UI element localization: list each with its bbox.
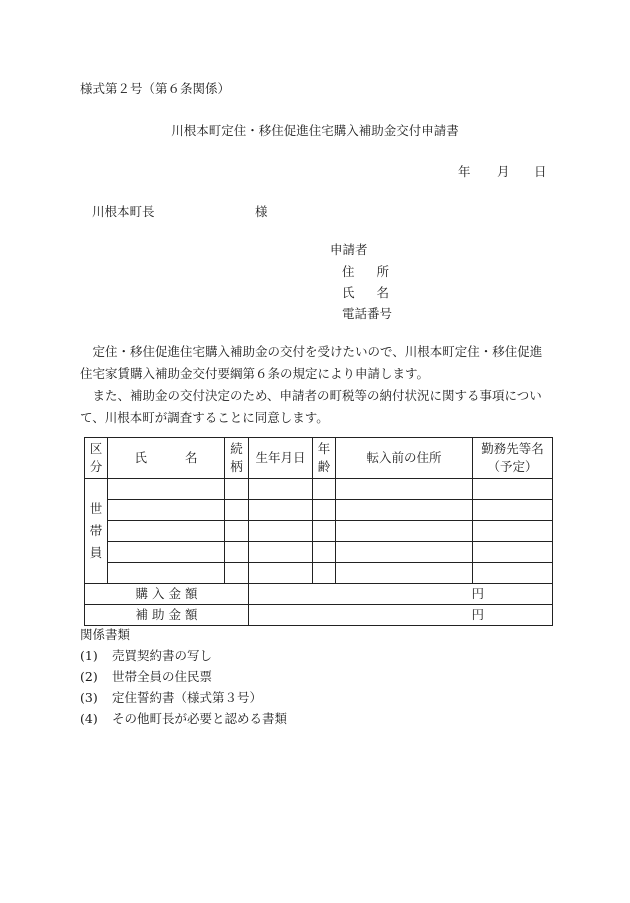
consent-statement: また、補助金の交付決定のため、申請者の町税等の納付状況に関する事項について、川根本町が調査することに同意します。 (80, 388, 542, 425)
member-age-cell[interactable] (313, 521, 336, 542)
purchase-yen-unit: 円 (471, 586, 484, 601)
subsidy-amount-row (85, 605, 553, 626)
member-workplace-cell[interactable] (473, 521, 553, 542)
member-workplace-cell[interactable] (473, 542, 553, 563)
purchase-amount-label: 購 入 金 額 (85, 584, 249, 605)
member-relation-cell[interactable] (225, 563, 249, 584)
header-relation: 続 柄 (225, 438, 249, 479)
document-title: 川根本町定住・移住促進住宅購入補助金交付申請書 (171, 123, 459, 138)
household-row (85, 563, 553, 584)
member-workplace-cell[interactable] (473, 563, 553, 584)
subsidy-amount-cell[interactable] (249, 605, 553, 626)
applicant-name-label (342, 285, 389, 300)
header-category: 区 分 (85, 438, 108, 479)
member-relation-cell[interactable] (225, 521, 249, 542)
header-birthdate: 生年月日 (249, 438, 313, 479)
member-birthdate-cell[interactable] (249, 479, 313, 500)
applicant-phone-label: 電話番号 (342, 306, 393, 321)
member-birthdate-cell[interactable] (249, 563, 313, 584)
household-row (85, 521, 553, 542)
header-workplace: 勤務先等名 （予定） (473, 438, 553, 479)
member-age-cell[interactable] (313, 500, 336, 521)
member-birthdate-cell[interactable] (249, 542, 313, 563)
member-name-cell[interactable] (108, 479, 225, 500)
member-workplace-cell[interactable] (473, 479, 553, 500)
subsidy-yen-unit: 円 (471, 607, 484, 622)
household-row (85, 479, 553, 500)
subsidy-amount-label: 補 助 金 額 (85, 605, 249, 626)
name-char-2: 名 (376, 285, 390, 300)
member-relation-cell[interactable] (225, 542, 249, 563)
member-prev-address-cell[interactable] (336, 500, 473, 521)
related-document-item: (3) 定住誓約書（様式第３号） (80, 690, 263, 705)
address-char-2: 所 (376, 264, 390, 279)
member-prev-address-cell[interactable] (336, 563, 473, 584)
member-name-cell[interactable] (108, 563, 225, 584)
member-workplace-cell[interactable] (473, 500, 553, 521)
applicant-label: 申請者 (330, 242, 368, 257)
member-birthdate-cell[interactable] (249, 521, 313, 542)
member-age-cell[interactable] (313, 542, 336, 563)
household-row (85, 500, 553, 521)
header-name: 氏 名 (108, 438, 225, 479)
member-name-cell[interactable] (108, 500, 225, 521)
purchase-amount-cell[interactable] (249, 584, 553, 605)
date-month-label: 月 (497, 164, 510, 179)
date-year-label: 年 (458, 164, 471, 179)
member-relation-cell[interactable] (225, 479, 249, 500)
purchase-amount-row (85, 584, 553, 605)
household-row (85, 542, 553, 563)
applicant-address-label (342, 264, 389, 279)
member-relation-cell[interactable] (225, 500, 249, 521)
related-documents-heading: 関係書類 (80, 627, 131, 642)
member-prev-address-cell[interactable] (336, 542, 473, 563)
address-char-1: 住 (342, 264, 355, 279)
name-char-1: 氏 (342, 285, 355, 300)
household-members-label: 世 帯 員 (85, 479, 108, 584)
header-previous-address: 転入前の住所 (336, 438, 473, 479)
addressee-name: 川根本町長 (92, 204, 155, 219)
member-name-cell[interactable] (108, 521, 225, 542)
member-age-cell[interactable] (313, 563, 336, 584)
form-number: 様式第２号（第６条関係） (80, 81, 231, 96)
member-prev-address-cell[interactable] (336, 521, 473, 542)
related-document-item: (4) その他町長が必要と認める書類 (80, 711, 288, 726)
related-document-item: (1) 売買契約書の写し (80, 648, 213, 663)
member-age-cell[interactable] (313, 479, 336, 500)
addressee-honorific: 様 (255, 204, 268, 219)
member-name-cell[interactable] (108, 542, 225, 563)
date-day-label: 日 (534, 164, 547, 179)
header-age: 年 齢 (313, 438, 336, 479)
household-table (84, 437, 553, 626)
application-statement: 定住・移住促進住宅購入補助金の交付を受けたいので、川根本町定住・移住促進住宅家賃購入補助金交付要綱第６条の規定により申請します。 (80, 344, 543, 381)
related-document-item: (2) 世帯全員の住民票 (80, 669, 213, 684)
member-birthdate-cell[interactable] (249, 500, 313, 521)
member-prev-address-cell[interactable] (336, 479, 473, 500)
